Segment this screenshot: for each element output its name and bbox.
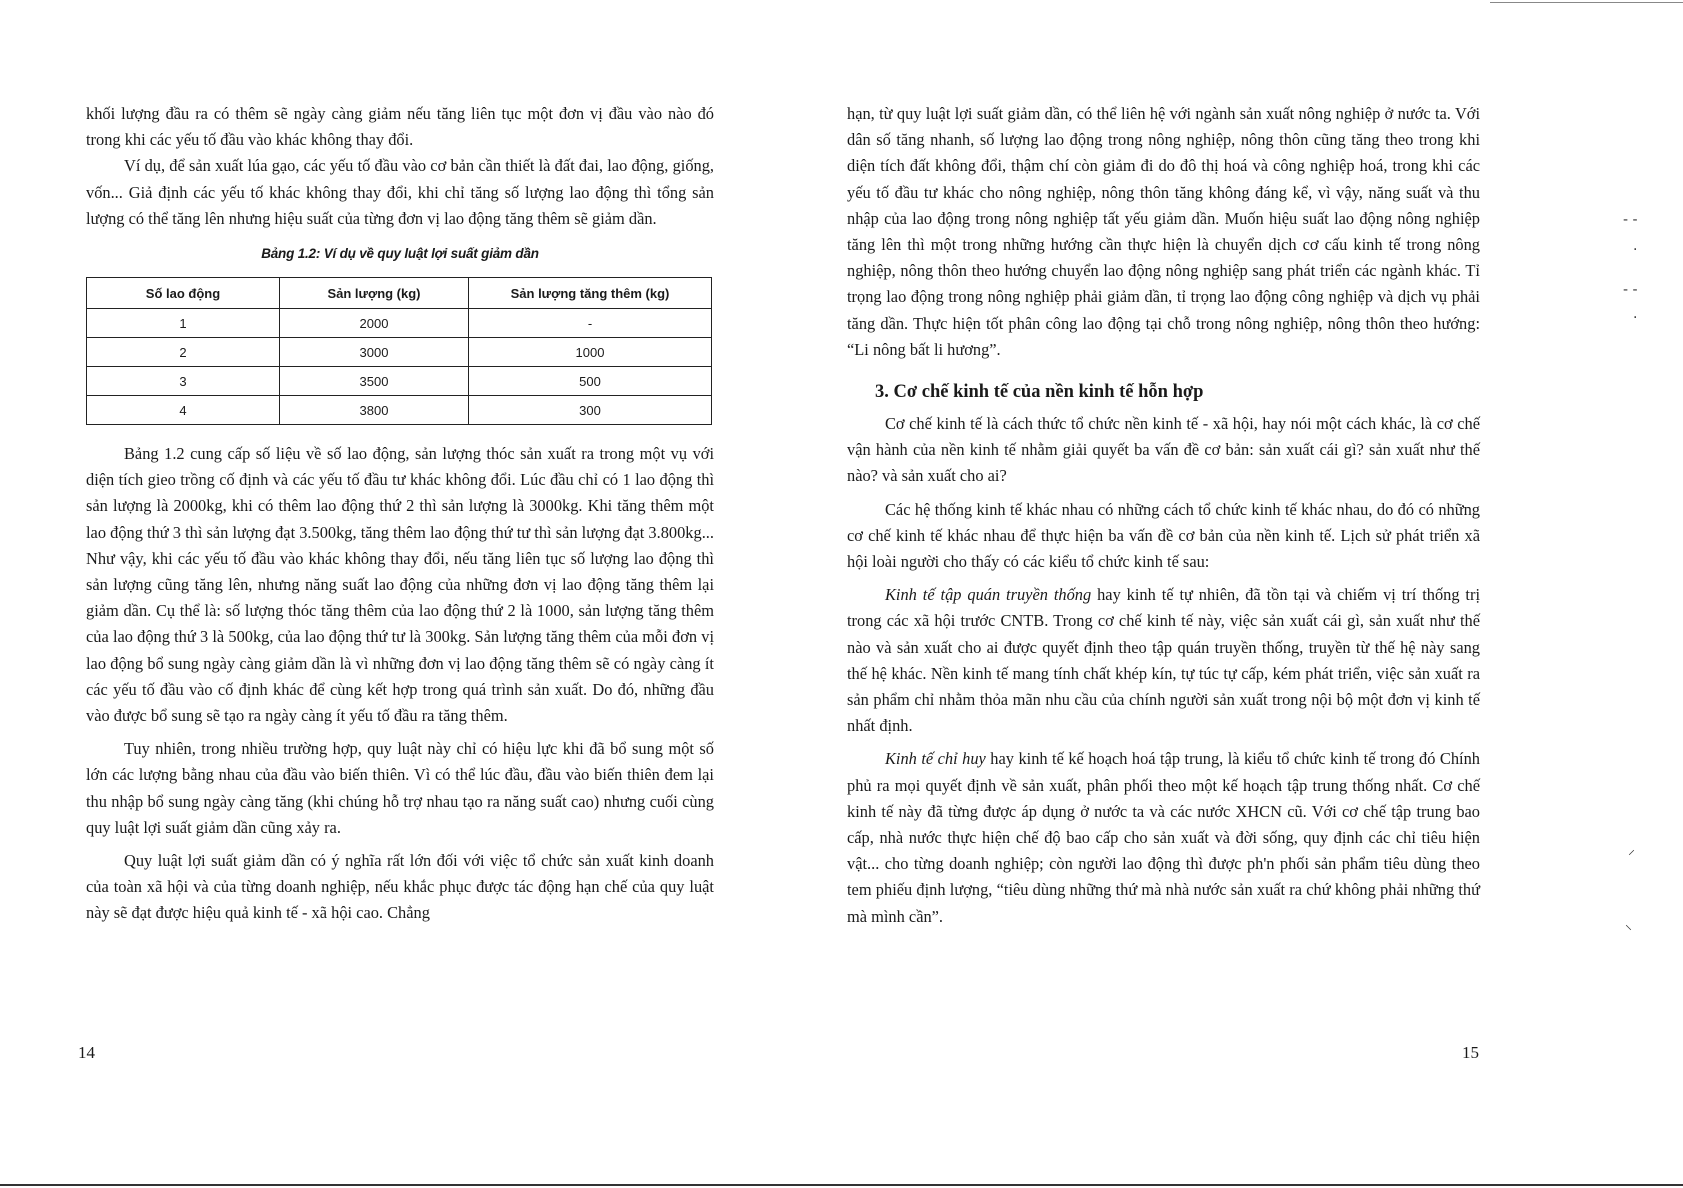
table-header-row: [87, 278, 712, 309]
left-paragraph-1: khối lượng đầu ra có thêm sẽ ngày càng giảm nếu tăng liên tục một đơn vị đầu vào nào đó trong khi các yếu tố đầu vào khác không thay đổi.: [86, 104, 714, 150]
page-number-right: 15: [1462, 1043, 1479, 1062]
scan-top-rule: [1490, 2, 1683, 3]
scan-speck: ⸜: [1625, 917, 1632, 933]
table-cell: 2000: [280, 309, 469, 338]
header-labor: Số lao động: [87, 278, 280, 309]
table-row: [87, 367, 712, 396]
table-cell: 4: [87, 396, 280, 425]
scan-speck: ·: [1633, 310, 1638, 326]
table-cell: 500: [469, 367, 712, 396]
table-cell: 3: [87, 367, 280, 396]
right-text-column: [847, 101, 1480, 930]
table-cell: 1000: [469, 338, 712, 367]
right-paragraph-4-text: hay kinh tế tự nhiên, đã tồn tại và chiếm vị trí thống trị trong các xã hội trước CNTB. Trong cơ chế kinh tế này, việc sản xuất cái gì, sản xuất như thế nào và sản xuất cho ai được quyết định theo tập quán truyền thống, truyền từ thế hệ này sang thế hệ khác. Nền kinh tế mang tính chất khép kín, tự túc tự cấp, kém phát triển, việc sản xuất ra sản phẩm chỉ nhằm thỏa mãn nhu cầu của chính người sản xuất trong nội bộ một đơn vị kinh tế nhất định.: [847, 585, 1480, 736]
table-cell: 300: [469, 396, 712, 425]
table-caption: Bảng 1.2: Ví dụ về quy luật lợi suất giảm dần: [261, 246, 539, 262]
left-paragraph-3: Bảng 1.2 cung cấp số liệu về số lao động, sản lượng thóc sản xuất ra trong một vụ với diện tích gieo trồng cố định và các yếu tố đầu tư khác không đổi. Lúc đầu chỉ có 1 lao động thì sản lượng là 2000kg, khi có thêm lao động thứ 2 thì sản lượng là 3000kg. Khi tăng thêm một lao động thứ 3 thì sản lượng đạt 3.500kg, tăng thêm lao động thứ tư thì sản lượng đạt 3.800kg... Như vậy, khi các yếu tố đầu vào khác không thay đổi, nếu tăng liên tục số lượng lao động thì sản lượng cũng tăng lên, nhưng năng suất lao động của những đơn vị lao động tăng thêm lại giảm dần. Cụ thể là: số lượng thóc tăng thêm của lao động thứ 2 là 1000, sản lượng tăng thêm của lao động thứ 3 là 500kg, của lao động thứ tư là 300kg. Sản lượng tăng thêm của mỗi đơn vị lao động bổ sung ngày càng giảm dần là vì những đơn vị lao động tăng thêm sẽ có ngày càng ít các yếu tố đầu vào cố định khác để cùng kết hợp trong quá trình sản xuất. Do đó, những đầu vào được bổ sung sẽ tạo ra ngày càng ít yếu tố đầu ra tăng thêm.: [86, 444, 714, 726]
table-row: [87, 396, 712, 425]
left-text-column: [86, 101, 714, 927]
section-heading: 3. Cơ chế kinh tế của nền kinh tế hỗn hợp: [875, 382, 1204, 403]
left-paragraph-5: Quy luật lợi suất giảm dần có ý nghĩa rất lớn đối với việc tổ chức sản xuất kinh doanh của toàn xã hội và của từng doanh nghiệp, nếu khắc phục được tác động hạn chế của quy luật này sẽ đạt được hiệu quả kinh tế - xã hội cao. Chẳng: [86, 851, 714, 923]
left-paragraph-4: Tuy nhiên, trong nhiều trường hợp, quy luật này chỉ có hiệu lực khi đã bổ sung một số lớn các lượng bằng nhau của đầu vào biến thiên. Vì có thể lúc đầu, đầu vào biến thiên đem lại thu nhập bổ sung ngày càng tăng (khi chúng hỗ trợ nhau tạo ra năng suất cao) nhưng cuối cùng quy luật lợi suất giảm dần cũng xảy ra.: [86, 739, 714, 837]
right-paragraph-5: [847, 746, 1480, 929]
table-row: [87, 338, 712, 367]
scan-speck: - -: [1623, 212, 1638, 228]
scan-bottom-rule: [0, 1184, 1683, 1186]
right-paragraph-1: hạn, từ quy luật lợi suất giảm dần, có thể liên hệ với ngành sản xuất nông nghiệp ở nước ta. Với dân số tăng nhanh, số lượng lao động trong nông nghiệp, nông thôn cũng tăng theo trong khi diện tích đất không đổi, thậm chí còn giảm đi do đô thị hoá và công nghiệp hoá, trong khi các yếu tố đầu tư khác cho nông nghiệp, nông thôn tăng không đáng kể, vì vậy, năng suất và thu nhập của lao động trong nông nghiệp tất yếu giảm dần. Muốn hiệu suất lao động nông nghiệp tăng lên thì một trong những hướng cần thực hiện là chuyển dịch cơ cấu kinh tế trong nông nghiệp, nông thôn theo hướng chuyển lao động nông nghiệp sang phát triển các ngành khác. Tỉ trọng lao động trong nông nghiệp phải giảm dần, tỉ trọng lao động công nghiệp và dịch vụ phải tăng dần. Thực hiện tốt phân công lao động tại chỗ trong nông nghiệp, nông thôn theo hướng: “Li nông bất li hương”.: [847, 104, 1480, 359]
scan-speck: ·: [1633, 242, 1638, 258]
data-table: [86, 277, 712, 425]
header-added-output: Sản lượng tăng thêm (kg): [469, 278, 712, 309]
table-cell: 1: [87, 309, 280, 338]
left-page: [0, 0, 790, 1188]
right-paragraph-4: [847, 582, 1480, 739]
scan-speck: - -: [1623, 282, 1638, 298]
right-paragraph-3: Các hệ thống kinh tế khác nhau có những cách tổ chức kinh tế khác nhau, do đó có những cơ chế kinh tế khác nhau để thực hiện ba vấn đề cơ bản của nền kinh tế. Lịch sử phát triển xã hội loài người cho thấy có các kiểu tổ chức kinh tế sau:: [847, 499, 1480, 572]
table-cell: 2: [87, 338, 280, 367]
header-output: Sản lượng (kg): [280, 278, 469, 309]
page-number-left: 14: [78, 1043, 95, 1062]
table-cell: 3000: [280, 338, 469, 367]
emphasis-command: Kinh tế chỉ huy: [885, 749, 986, 769]
right-paragraph-2: Cơ chế kinh tế là cách thức tổ chức nền kinh tế - xã hội, hay nói một cách khác, là cơ chế vận hành của nền kinh tế nhằm giải quyết ba vấn đề cơ bản: sản xuất cái gì? sản xuất như thế nào? và sản xuất cho ai?: [847, 414, 1480, 486]
table-cell: 3800: [280, 396, 469, 425]
emphasis-traditional: Kinh tế tập quán truyền thống: [885, 585, 1092, 605]
table-cell: -: [469, 309, 712, 338]
scan-speck: ⸝: [1628, 842, 1635, 858]
right-page: [790, 0, 1683, 1188]
left-paragraph-2: Ví dụ, để sản xuất lúa gạo, các yếu tố đầu vào cơ bản cần thiết là đất đai, lao động, giống, vốn... Giả định các yếu tố khác không thay đổi, khi chỉ tăng số lượng lao động thì tổng sản lượng có thể tăng lên nhưng hiệu suất của từng đơn vị lao động tăng thêm sẽ giảm dần.: [86, 156, 714, 228]
table-cell: 3500: [280, 367, 469, 396]
table-row: [87, 309, 712, 338]
right-paragraph-5-text: hay kinh tế kế hoạch hoá tập trung, là kiểu tổ chức kinh tế trong đó Chính phủ ra mọi quyết định về sản xuất, phân phối theo một kế hoạch tập trung thống nhất. Cơ chế kinh tế này đã từng được áp dụng ở nước ta và các nước XHCN cũ. Với cơ chế tập trung bao cấp, nhà nước thực hiện chế độ bao cấp cho sản xuất và đời sống, quy định các chỉ tiêu hiện vật... cho từng doanh nghiệp; còn người lao động thì được ph'n phối sản phẩm tiêu dùng theo tem phiếu định lượng, “tiêu dùng những thứ mà nhà nước sản xuất ra chứ không phải những thứ mà mình cần”.: [847, 749, 1480, 926]
